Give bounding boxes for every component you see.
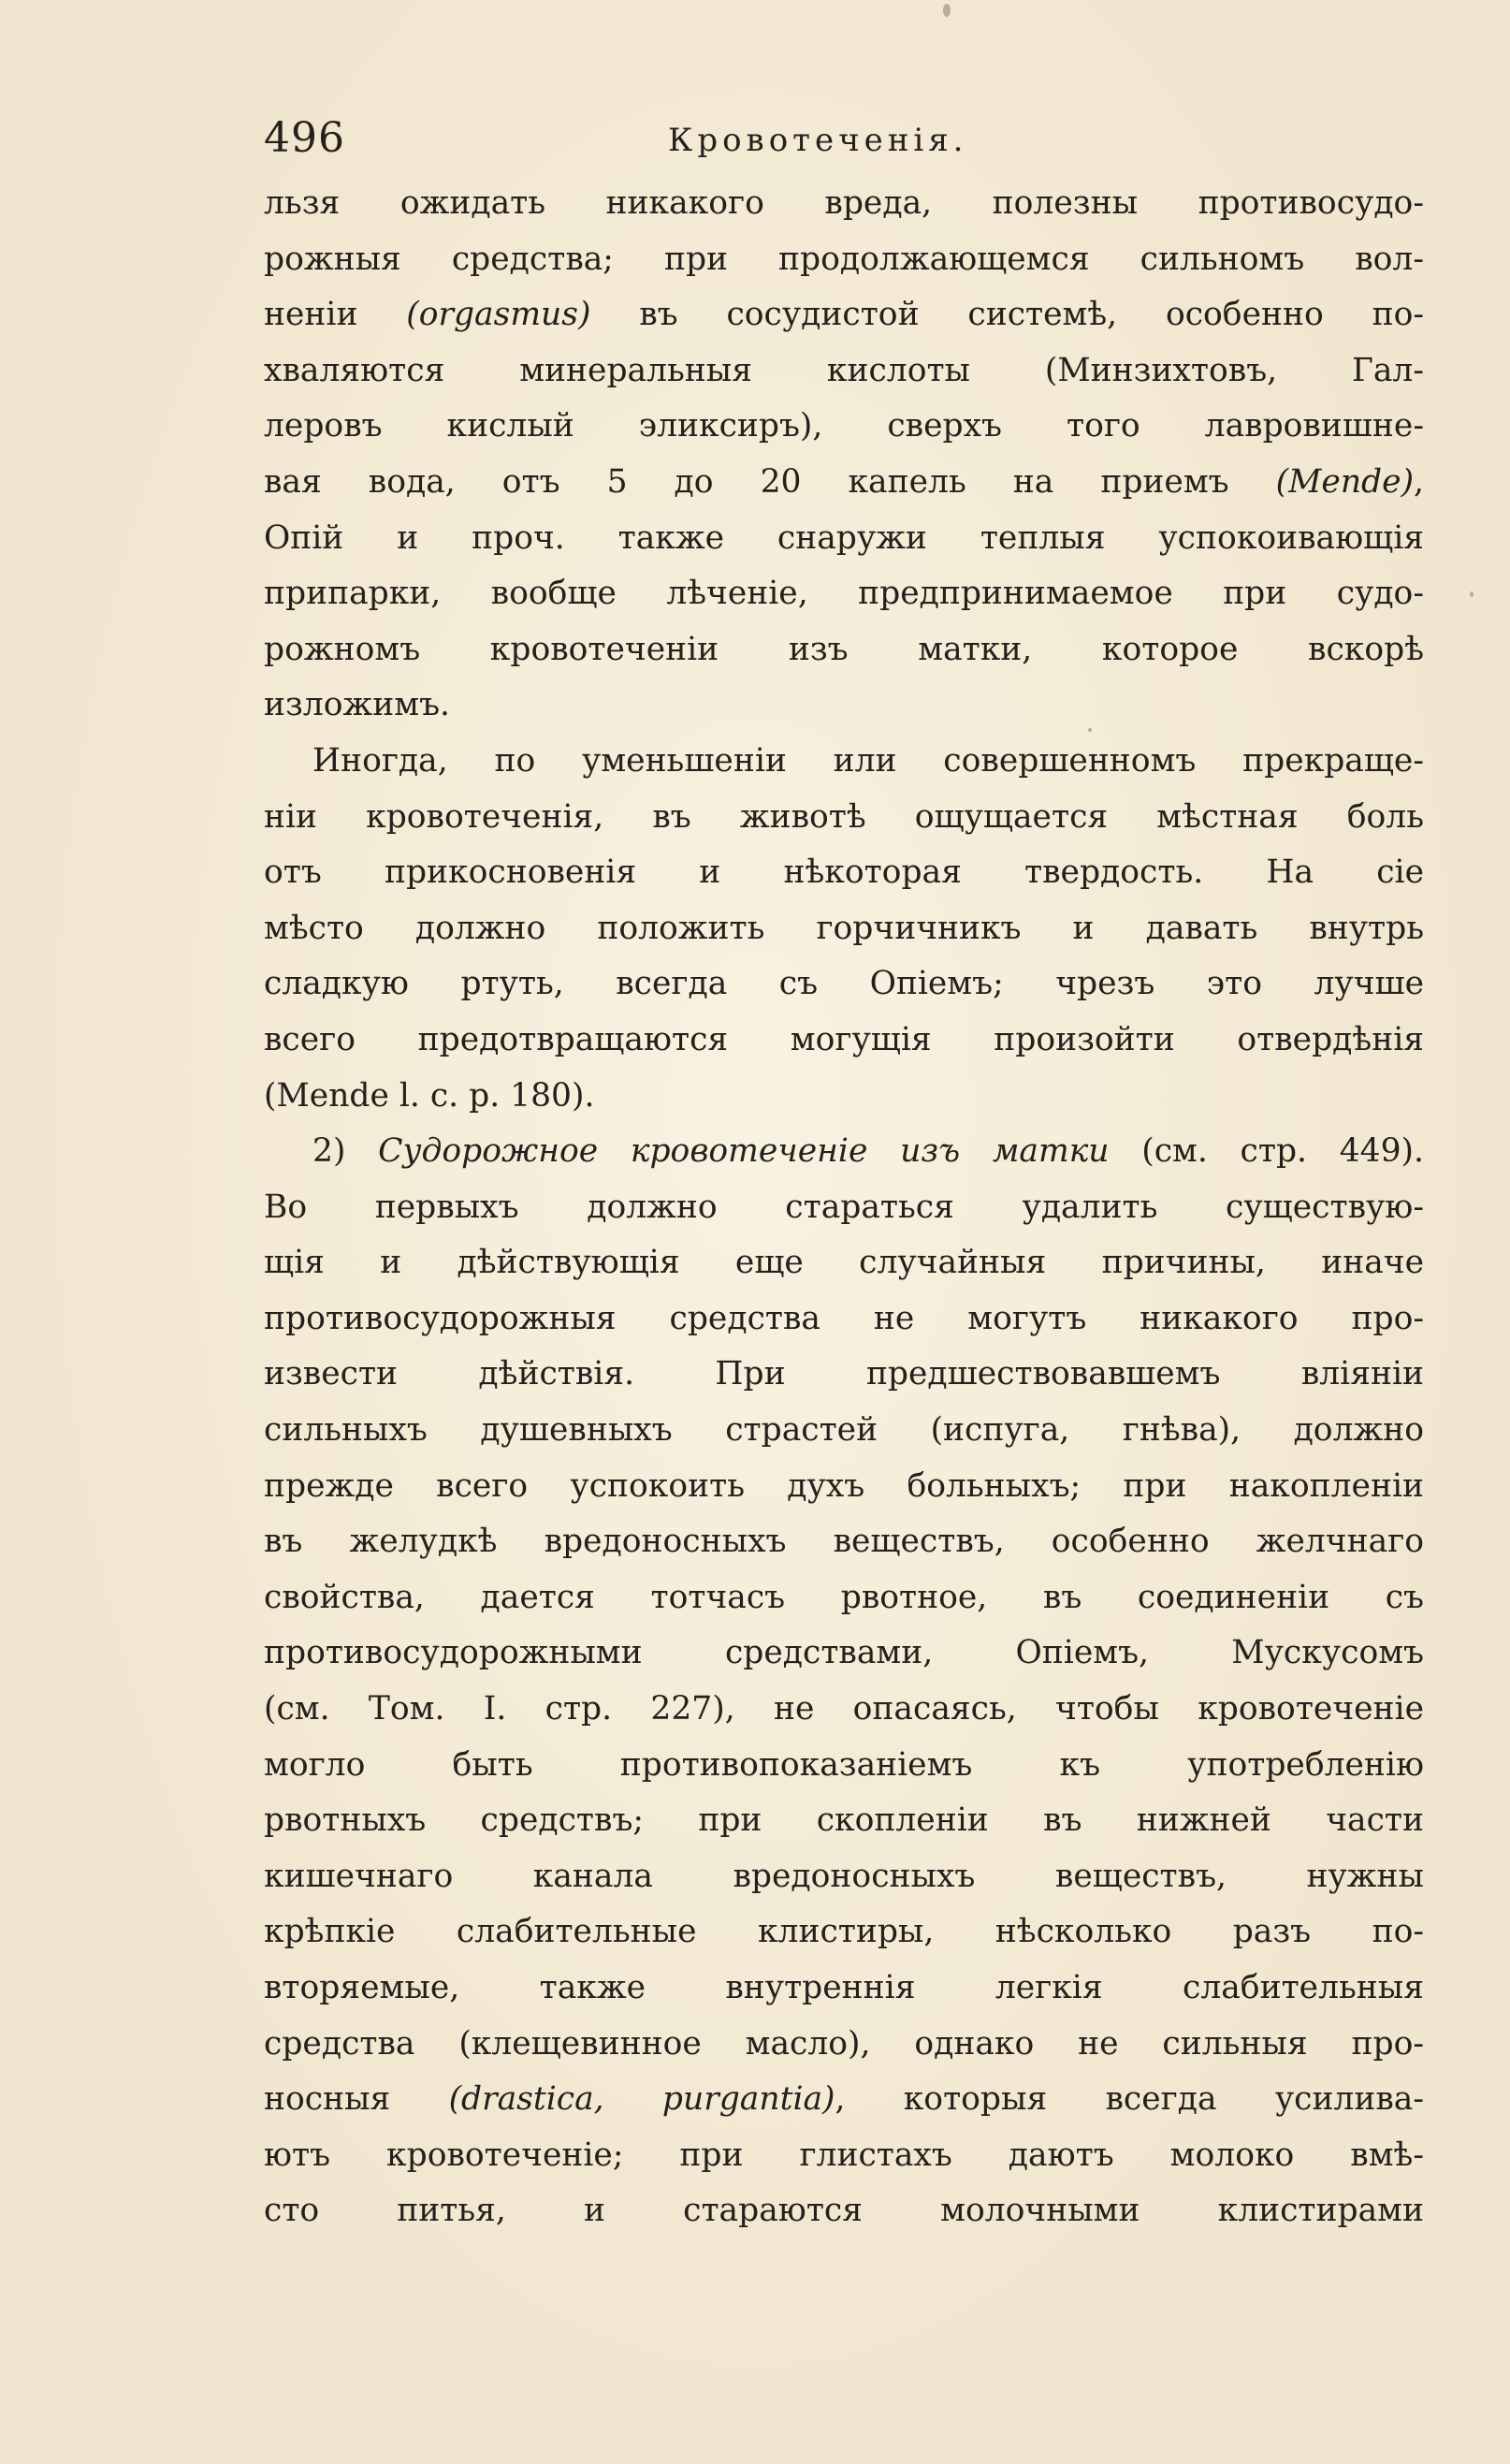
text-run: неніи bbox=[264, 296, 407, 334]
text-line bbox=[264, 455, 1424, 511]
page-header bbox=[264, 110, 1424, 176]
text-line bbox=[264, 566, 1424, 622]
text-line bbox=[264, 2128, 1424, 2184]
text-line bbox=[264, 1514, 1424, 1570]
text-run: леровъ кислый эликсиръ), сверхъ того лавровишне- bbox=[264, 407, 1424, 445]
text-line bbox=[264, 511, 1424, 567]
text-run: носныя bbox=[264, 2080, 449, 2119]
text-line bbox=[264, 622, 1424, 678]
italic-text: (drastica, purgantia) bbox=[448, 2080, 835, 2119]
text-line bbox=[264, 287, 1424, 343]
text-run: сладкую ртуть, всегда съ Опіемъ; чрезъ это лучше bbox=[264, 965, 1424, 1003]
text-run: свойства, дается тотчасъ рвотное, въ соединеніи съ bbox=[264, 1578, 1424, 1616]
text-run: рожномъ кровотеченіи изъ матки, которое вскорѣ bbox=[264, 630, 1424, 668]
text-line bbox=[264, 1291, 1424, 1348]
running-head: Кровотеченія. bbox=[668, 122, 968, 159]
text-run: могло быть противопоказаніемъ къ употребленію bbox=[264, 1745, 1424, 1784]
text-line bbox=[264, 1013, 1424, 1069]
text-line bbox=[264, 2017, 1424, 2073]
text-run: изложимъ. bbox=[264, 686, 450, 724]
italic-text: Судорожное кровотеченіе изъ матки bbox=[378, 1132, 1110, 1171]
text-line bbox=[264, 1459, 1424, 1515]
text-run: кишечнаго канала вредоносныхъ веществъ, нужны bbox=[264, 1857, 1424, 1895]
text-run: , которыя всегда усилива- bbox=[835, 2080, 1424, 2119]
text-line bbox=[264, 1626, 1424, 1682]
text-run: сильныхъ душевныхъ страстей (испуга, гнѣва), должно bbox=[264, 1411, 1424, 1450]
text-line bbox=[264, 1961, 1424, 2017]
text-line bbox=[264, 1682, 1424, 1738]
text-run: , bbox=[1414, 462, 1424, 501]
text-line bbox=[264, 232, 1424, 288]
text-line bbox=[264, 176, 1424, 232]
text-line bbox=[264, 1849, 1424, 1905]
text-line bbox=[264, 1347, 1424, 1403]
text-line bbox=[264, 956, 1424, 1013]
text-run: рвотныхъ средствъ; при скопленіи въ нижней части bbox=[264, 1801, 1424, 1840]
text-line bbox=[264, 790, 1424, 846]
text-run: въ желудкѣ вредоносныхъ веществъ, особенно желчнаго bbox=[264, 1523, 1424, 1561]
text-line bbox=[264, 901, 1424, 957]
text-run: припарки, вообще лѣченіе, предпринимаемое при судо- bbox=[264, 575, 1424, 613]
text-run: всего предотвращаются могущія произойти отвердѣнія bbox=[264, 1020, 1424, 1058]
text-run: вая вода, отъ 5 до 20 капель на приемъ bbox=[264, 462, 1276, 501]
text-run: льзя ожидать никакого вреда, полезны противосудо- bbox=[264, 184, 1424, 222]
paper-speck bbox=[1470, 591, 1474, 597]
text-run: мѣсто должно положить горчичникъ и давать внутрь bbox=[264, 909, 1424, 947]
text-run: противосудорожныя средства не могутъ никакого про- bbox=[264, 1299, 1424, 1337]
text-run: прежде всего успокоить духъ больныхъ; при накопленіи bbox=[264, 1466, 1424, 1505]
text-run: рожныя средства; при продолжающемся сильномъ вол- bbox=[264, 240, 1424, 278]
text-run: Опій и проч. также снаружи теплыя успокоивающія bbox=[264, 518, 1424, 557]
text-line bbox=[264, 678, 1424, 734]
text-run: средства (клещевинное масло), однако не сильныя про- bbox=[264, 2024, 1424, 2063]
text-run: крѣпкіе слабительные клистиры, нѣсколько разъ по- bbox=[264, 1913, 1424, 1951]
paper-speck bbox=[1088, 728, 1092, 732]
text-run: вторяемые, также внутреннія легкія слабительныя bbox=[264, 1969, 1424, 2006]
italic-text: (Mende) bbox=[1275, 462, 1415, 501]
text-run: хваляются минеральныя кислоты (Минзихтовъ, Гал- bbox=[264, 351, 1424, 389]
text-run: (см. стр. 449). bbox=[1109, 1132, 1424, 1171]
text-line bbox=[264, 399, 1424, 455]
text-run: 2) bbox=[312, 1132, 379, 1171]
text-line bbox=[264, 1904, 1424, 1961]
italic-text: (orgasmus) bbox=[406, 296, 591, 334]
text-line bbox=[264, 1570, 1424, 1626]
text-line bbox=[264, 1738, 1424, 1794]
text-line bbox=[264, 734, 1424, 790]
text-run: ніи кровотеченія, въ животѣ ощущается мѣстная боль bbox=[264, 797, 1424, 836]
text-run: сто питья, и стараются молочными клистирами bbox=[264, 2192, 1424, 2230]
text-line bbox=[264, 1124, 1424, 1180]
text-run: Во первыхъ должно стараться удалить существую- bbox=[264, 1188, 1424, 1226]
text-run: ютъ кровотеченіе; при глистахъ даютъ молоко вмѣ- bbox=[264, 2136, 1424, 2174]
text-line bbox=[264, 1180, 1424, 1236]
body-text bbox=[264, 176, 1424, 2239]
text-run: въ сосудистой системѣ, особенно по- bbox=[590, 296, 1424, 334]
text-run: Иногда, по уменьшеніи или совершенномъ прекраще- bbox=[312, 741, 1424, 780]
text-line bbox=[264, 845, 1424, 901]
text-line bbox=[264, 1069, 1424, 1125]
text-run: (см. Том. I. стр. 227), не опасаясь, чтобы кровотеченіе bbox=[264, 1690, 1424, 1728]
text-run: отъ прикосновенія и нѣкоторая твердость. На сіе bbox=[264, 853, 1424, 892]
page-number: 496 bbox=[264, 114, 345, 162]
text-run: извести дѣйствія. При предшествовавшемъ вліяніи bbox=[264, 1355, 1424, 1393]
paper-speck bbox=[943, 4, 951, 17]
text-line bbox=[264, 1235, 1424, 1291]
text-run: противосудорожными средствами, Опіемъ, Мускусомъ bbox=[264, 1634, 1424, 1672]
text-line bbox=[264, 343, 1424, 400]
text-line bbox=[264, 2183, 1424, 2239]
text-run: (Mende l. c. p. 180). bbox=[264, 1076, 595, 1115]
text-run: щія и дѣйствующія еще случайныя причины, иначе bbox=[264, 1244, 1424, 1282]
text-line bbox=[264, 1403, 1424, 1459]
text-line bbox=[264, 2072, 1424, 2128]
text-line bbox=[264, 1793, 1424, 1849]
